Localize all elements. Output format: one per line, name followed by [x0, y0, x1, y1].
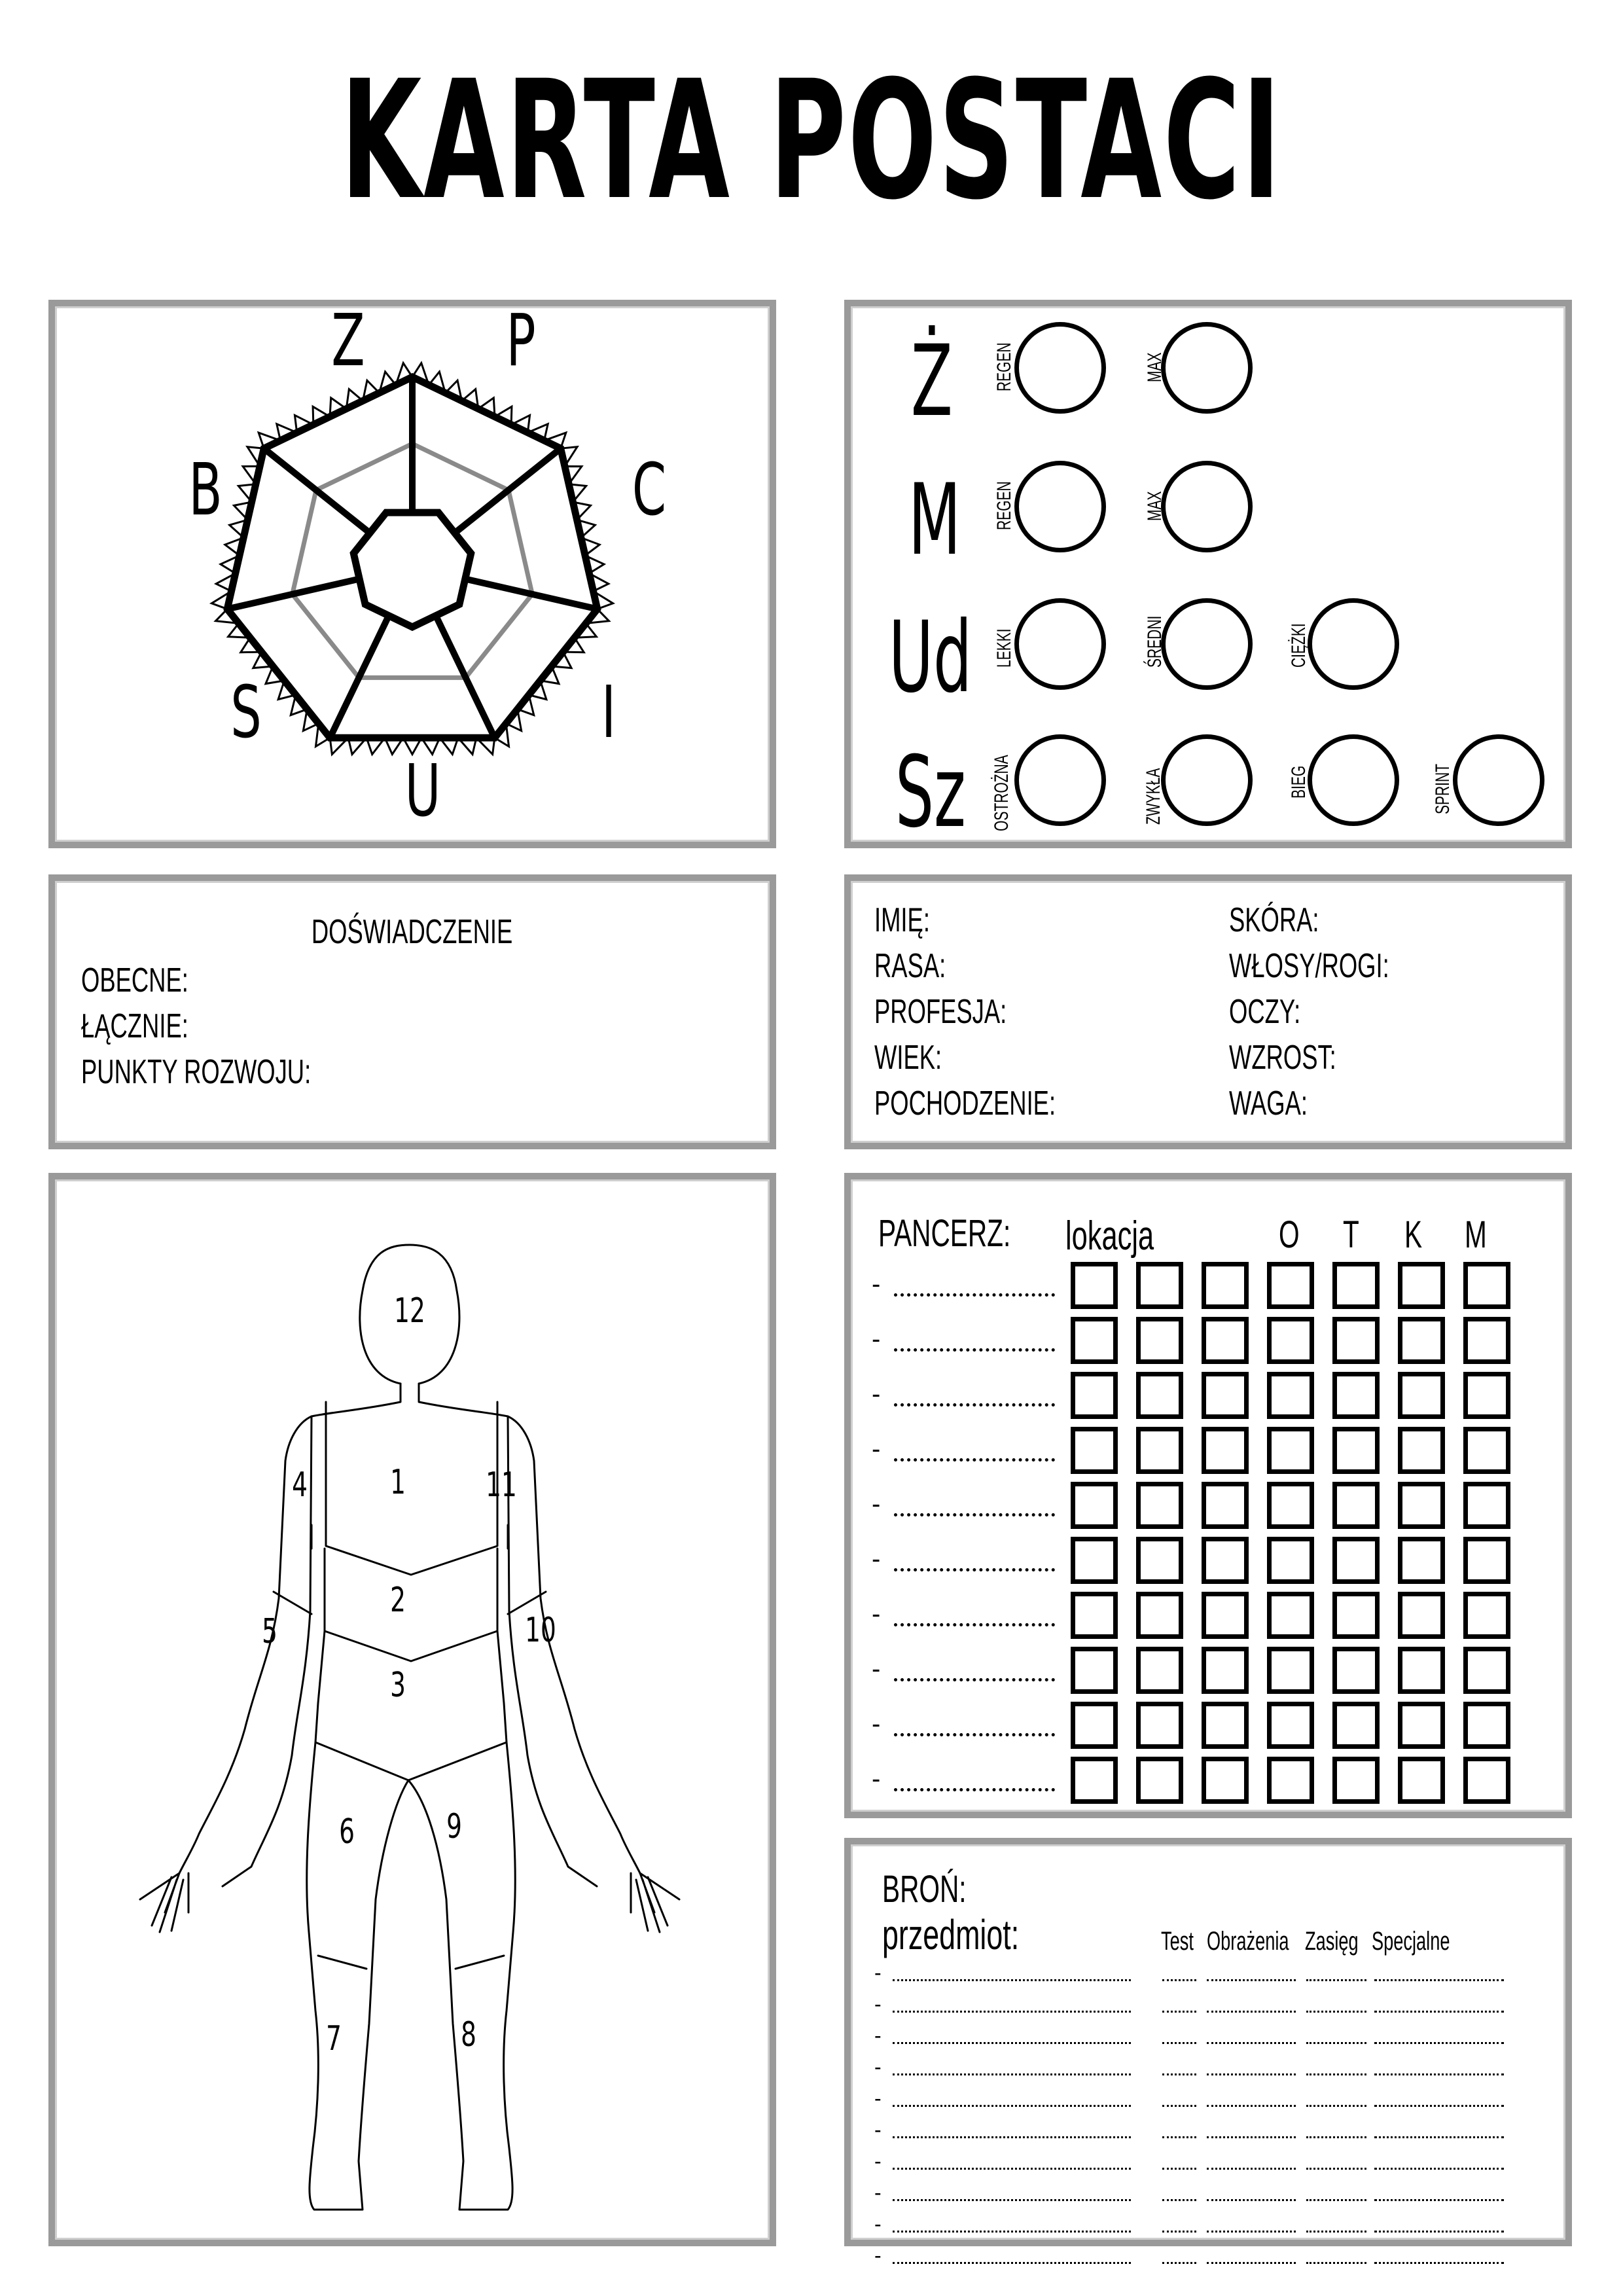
armor-checkbox[interactable] — [1202, 1647, 1249, 1694]
armor-checkbox[interactable] — [1463, 1262, 1510, 1309]
stat-load-medium-label: ŚREDNI — [1144, 615, 1166, 668]
armor-item-line[interactable] — [894, 1403, 1055, 1407]
char-race-label: RASA: — [874, 947, 946, 985]
armor-checkbox[interactable] — [1267, 1537, 1314, 1584]
weapon-stat-line[interactable] — [1162, 2231, 1196, 2233]
stat-mana-max-label: MAX — [1144, 491, 1166, 521]
armor-item-line[interactable] — [894, 1568, 1055, 1571]
armor-checkbox[interactable] — [1136, 1757, 1183, 1804]
stat-load-medium-circle[interactable] — [1161, 598, 1253, 690]
stat-load-heavy-label: CIĘŻKI — [1288, 623, 1310, 668]
stat-speed-letter: Sz — [895, 736, 966, 850]
weapon-row-dash: - — [874, 1992, 882, 2016]
armor-checkbox[interactable] — [1071, 1317, 1118, 1364]
weapon-item-line[interactable] — [893, 2168, 1131, 2170]
weapon-row-dash: - — [874, 2212, 882, 2236]
attribute-label-b: B — [188, 448, 223, 532]
weapon-stat-line[interactable] — [1162, 2136, 1196, 2138]
weapon-stat-line[interactable] — [1162, 2105, 1196, 2107]
weapon-stat-line[interactable] — [1306, 2231, 1366, 2233]
armor-checkbox[interactable] — [1398, 1757, 1445, 1804]
stat-life-letter: Ż — [911, 325, 953, 439]
armor-location-header: lokacja — [1065, 1213, 1154, 1259]
weapon-stat-line[interactable] — [1374, 2105, 1504, 2107]
weapon-item-line[interactable] — [893, 2042, 1131, 2044]
weapon-stat-line[interactable] — [1374, 2199, 1504, 2201]
armor-col-m: M — [1465, 1213, 1487, 1256]
weapon-stat-line[interactable] — [1162, 2073, 1196, 2075]
weapon-stat-line[interactable] — [1207, 2168, 1296, 2170]
stat-speed-normal-label: ZWYKŁA — [1143, 768, 1164, 825]
weapon-stat-line[interactable] — [1162, 2042, 1196, 2044]
body-location-8: 8 — [461, 2014, 476, 2054]
stat-load-heavy-circle[interactable] — [1308, 598, 1399, 690]
stat-speed-careful-circle[interactable] — [1014, 734, 1106, 826]
armor-checkbox[interactable] — [1136, 1592, 1183, 1639]
armor-checkbox[interactable] — [1267, 1482, 1314, 1529]
weapon-stat-line[interactable] — [1374, 2231, 1504, 2233]
char-profession-label: PROFESJA: — [874, 993, 1007, 1031]
weapon-stat-line[interactable] — [1306, 2199, 1366, 2201]
stat-speed-run-circle[interactable] — [1308, 734, 1399, 826]
stat-speed-sprint-label: SPRINT — [1432, 763, 1454, 814]
armor-checkbox[interactable] — [1136, 1262, 1183, 1309]
armor-checkbox[interactable] — [1332, 1262, 1380, 1309]
armor-checkbox[interactable] — [1267, 1647, 1314, 1694]
armor-checkbox[interactable] — [1398, 1482, 1445, 1529]
weapon-stat-line[interactable] — [1162, 2262, 1196, 2264]
weapon-row-dash: - — [874, 2024, 882, 2047]
stat-speed-sprint-circle[interactable] — [1453, 734, 1544, 826]
weapon-stat-line[interactable] — [1374, 2011, 1504, 2013]
armor-checkbox[interactable] — [1398, 1592, 1445, 1639]
char-weight-label: WAGA: — [1229, 1085, 1308, 1122]
armor-checkbox[interactable] — [1463, 1372, 1510, 1419]
armor-checkbox[interactable] — [1267, 1427, 1314, 1474]
armor-checkbox[interactable] — [1136, 1427, 1183, 1474]
weapon-stat-line[interactable] — [1207, 2262, 1296, 2264]
stat-mana-regen-circle[interactable] — [1014, 461, 1106, 552]
weapon-stat-line[interactable] — [1162, 2199, 1196, 2201]
weapon-stat-line[interactable] — [1306, 2073, 1366, 2075]
armor-row-dash: - — [872, 1325, 881, 1354]
armor-checkbox[interactable] — [1398, 1372, 1445, 1419]
armor-checkbox[interactable] — [1463, 1317, 1510, 1364]
armor-checkbox[interactable] — [1071, 1427, 1118, 1474]
char-eyes-label: OCZY: — [1229, 993, 1301, 1031]
stat-load-light-label: LEKKI — [993, 628, 1015, 668]
stat-speed-run-label: BIEG — [1288, 765, 1310, 798]
armor-checkbox[interactable] — [1398, 1262, 1445, 1309]
armor-row-dash: - — [872, 1655, 881, 1683]
weapon-stat-line[interactable] — [1162, 1979, 1196, 1981]
weapon-stat-line[interactable] — [1162, 2168, 1196, 2170]
char-origin-label: POCHODZENIE: — [874, 1085, 1056, 1122]
armor-row-dash: - — [872, 1490, 881, 1518]
body-location-9: 9 — [446, 1806, 462, 1846]
page-title: KARTA POSTACI — [340, 45, 1283, 236]
armor-col-k: K — [1404, 1213, 1423, 1256]
armor-checkbox[interactable] — [1202, 1757, 1249, 1804]
armor-checkbox[interactable] — [1332, 1427, 1380, 1474]
armor-item-line[interactable] — [894, 1678, 1055, 1681]
armor-checkbox[interactable] — [1071, 1262, 1118, 1309]
armor-item-line[interactable] — [894, 1293, 1055, 1297]
weapons-col-range: Zasięg — [1305, 1927, 1359, 1956]
body-location-6: 6 — [339, 1811, 355, 1852]
char-name-label: IMIĘ: — [874, 901, 930, 939]
armor-checkbox[interactable] — [1398, 1537, 1445, 1584]
weapons-col-test: Test — [1161, 1927, 1194, 1956]
stat-mana-max-circle[interactable] — [1161, 461, 1253, 552]
armor-checkbox[interactable] — [1071, 1372, 1118, 1419]
armor-checkbox[interactable] — [1267, 1592, 1314, 1639]
stat-load-letter: Ud — [889, 601, 972, 715]
armor-checkbox[interactable] — [1463, 1702, 1510, 1749]
armor-checkbox[interactable] — [1136, 1482, 1183, 1529]
weapon-row-dash: - — [874, 2149, 882, 2173]
weapon-stat-line[interactable] — [1306, 2105, 1366, 2107]
char-hair-label: WŁOSY/ROGI: — [1229, 947, 1389, 985]
weapon-stat-line[interactable] — [1207, 1979, 1296, 1981]
attribute-label-i: I — [601, 671, 616, 755]
weapons-col-damage: Obrażenia — [1207, 1927, 1289, 1956]
armor-checkbox[interactable] — [1136, 1537, 1183, 1584]
armor-checkbox[interactable] — [1267, 1262, 1314, 1309]
armor-checkbox[interactable] — [1202, 1537, 1249, 1584]
armor-row-dash: - — [872, 1380, 881, 1408]
weapon-stat-line[interactable] — [1306, 1979, 1366, 1981]
weapon-row-dash: - — [874, 2181, 882, 2204]
body-location-1: 1 — [390, 1462, 406, 1502]
weapon-item-line[interactable] — [893, 2231, 1131, 2233]
weapon-row-dash: - — [874, 2244, 882, 2267]
weapon-row-dash: - — [874, 2087, 882, 2110]
weapon-row-dash: - — [874, 1961, 882, 1984]
body-panel — [48, 1173, 776, 2246]
armor-checkbox[interactable] — [1463, 1537, 1510, 1584]
armor-checkbox[interactable] — [1202, 1427, 1249, 1474]
armor-row-dash: - — [872, 1545, 881, 1573]
experience-heading: DOŚWIADCZENIE — [312, 913, 513, 951]
armor-item-line[interactable] — [894, 1348, 1055, 1352]
armor-item-line[interactable] — [894, 1458, 1055, 1462]
weapons-panel — [844, 1838, 1572, 2267]
armor-item-line[interactable] — [894, 1733, 1055, 1736]
armor-checkbox[interactable] — [1332, 1372, 1380, 1419]
armor-checkbox[interactable] — [1463, 1647, 1510, 1694]
weapon-item-line[interactable] — [893, 2011, 1131, 2013]
armor-checkbox[interactable] — [1332, 1592, 1380, 1639]
body-location-2: 2 — [390, 1579, 406, 1620]
experience-panel — [48, 874, 776, 1149]
weapon-stat-line[interactable] — [1162, 2011, 1196, 2013]
armor-checkbox[interactable] — [1202, 1372, 1249, 1419]
weapon-stat-line[interactable] — [1374, 2042, 1504, 2044]
weapon-stat-line[interactable] — [1207, 2042, 1296, 2044]
armor-checkbox[interactable] — [1071, 1592, 1118, 1639]
weapon-row-dash: - — [874, 2055, 882, 2079]
armor-checkbox[interactable] — [1202, 1702, 1249, 1749]
armor-row-dash: - — [872, 1765, 881, 1793]
armor-checkbox[interactable] — [1463, 1592, 1510, 1639]
armor-checkbox[interactable] — [1071, 1702, 1118, 1749]
armor-checkbox[interactable] — [1071, 1482, 1118, 1529]
weapon-stat-line[interactable] — [1374, 1979, 1504, 1981]
attribute-label-p: P — [506, 306, 536, 383]
armor-row-dash: - — [872, 1270, 881, 1299]
body-location-10: 10 — [525, 1609, 556, 1650]
weapons-item-header: przedmiot: — [882, 1911, 1020, 1958]
armor-checkbox[interactable] — [1463, 1757, 1510, 1804]
armor-checkbox[interactable] — [1136, 1372, 1183, 1419]
char-height-label: WZROST: — [1229, 1039, 1336, 1077]
armor-checkbox[interactable] — [1267, 1317, 1314, 1364]
armor-checkbox[interactable] — [1071, 1757, 1118, 1804]
attribute-label-c: C — [632, 448, 667, 532]
weapon-stat-line[interactable] — [1306, 2262, 1366, 2264]
body-location-4: 4 — [292, 1464, 308, 1505]
weapons-label: BROŃ: — [882, 1868, 967, 1910]
armor-col-t: T — [1343, 1213, 1359, 1256]
weapon-stat-line[interactable] — [1207, 2011, 1296, 2013]
weapon-item-line[interactable] — [893, 2199, 1131, 2201]
armor-checkbox[interactable] — [1267, 1702, 1314, 1749]
attribute-label-z: Z — [331, 306, 365, 383]
weapon-stat-line[interactable] — [1207, 2136, 1296, 2138]
armor-item-line[interactable] — [894, 1788, 1055, 1791]
stat-life-regen-label: REGEN — [993, 342, 1015, 391]
weapon-stat-line[interactable] — [1374, 2168, 1504, 2170]
stat-mana-letter: M — [908, 463, 961, 577]
attribute-label-s: S — [230, 671, 262, 755]
attributes-panel — [48, 300, 776, 848]
experience-points-label: PUNKTY ROZWOJU: — [81, 1053, 312, 1091]
armor-checkbox[interactable] — [1136, 1317, 1183, 1364]
armor-col-o: O — [1279, 1213, 1300, 1256]
stat-life-max-circle[interactable] — [1161, 322, 1253, 414]
armor-checkbox[interactable] — [1136, 1702, 1183, 1749]
armor-checkbox[interactable] — [1267, 1757, 1314, 1804]
armor-panel — [844, 1173, 1572, 1818]
weapon-row-dash: - — [874, 2118, 882, 2142]
stat-speed-normal-circle[interactable] — [1161, 734, 1253, 826]
armor-checkbox[interactable] — [1202, 1317, 1249, 1364]
weapon-item-line[interactable] — [893, 2105, 1131, 2107]
weapon-stat-line[interactable] — [1207, 2231, 1296, 2233]
armor-checkbox[interactable] — [1267, 1372, 1314, 1419]
weapon-stat-line[interactable] — [1374, 2073, 1504, 2075]
armor-row-dash: - — [872, 1435, 881, 1463]
armor-checkbox[interactable] — [1398, 1702, 1445, 1749]
char-skin-label: SKÓRA: — [1229, 901, 1319, 939]
armor-checkbox[interactable] — [1136, 1647, 1183, 1694]
armor-item-line[interactable] — [894, 1623, 1055, 1626]
armor-checkbox[interactable] — [1071, 1537, 1118, 1584]
body-location-11: 11 — [486, 1464, 517, 1505]
attribute-heptagon — [55, 306, 770, 842]
body-silhouette — [55, 1179, 770, 2240]
weapon-stat-line[interactable] — [1374, 2262, 1504, 2264]
armor-checkbox[interactable] — [1071, 1647, 1118, 1694]
experience-current-label: OBECNE: — [81, 961, 188, 999]
weapon-stat-line[interactable] — [1306, 2011, 1366, 2013]
char-age-label: WIEK: — [874, 1039, 942, 1077]
armor-item-line[interactable] — [894, 1513, 1055, 1516]
attribute-label-u: U — [404, 749, 441, 833]
armor-checkbox[interactable] — [1202, 1262, 1249, 1309]
armor-checkbox[interactable] — [1398, 1647, 1445, 1694]
weapon-stat-line[interactable] — [1207, 2073, 1296, 2075]
stat-speed-careful-label: OSTROŻNA — [991, 755, 1012, 831]
armor-row-dash: - — [872, 1600, 881, 1628]
weapon-stat-line[interactable] — [1306, 2136, 1366, 2138]
stat-load-light-circle[interactable] — [1014, 598, 1106, 690]
armor-checkbox[interactable] — [1332, 1317, 1380, 1364]
weapon-stat-line[interactable] — [1207, 2105, 1296, 2107]
stat-mana-regen-label: REGEN — [993, 481, 1015, 530]
armor-row-dash: - — [872, 1710, 881, 1738]
body-location-7: 7 — [326, 2018, 342, 2058]
armor-checkbox[interactable] — [1398, 1427, 1445, 1474]
armor-checkbox[interactable] — [1398, 1317, 1445, 1364]
weapon-item-line[interactable] — [893, 2262, 1131, 2264]
body-location-3: 3 — [390, 1664, 406, 1705]
armor-checkbox[interactable] — [1332, 1702, 1380, 1749]
armor-checkbox[interactable] — [1202, 1482, 1249, 1529]
character-panel — [844, 874, 1572, 1149]
armor-checkbox[interactable] — [1202, 1592, 1249, 1639]
stat-life-max-label: MAX — [1144, 352, 1166, 382]
weapon-stat-line[interactable] — [1374, 2136, 1504, 2138]
weapon-stat-line[interactable] — [1306, 2042, 1366, 2044]
weapon-item-line[interactable] — [893, 2136, 1131, 2138]
armor-checkbox[interactable] — [1332, 1647, 1380, 1694]
body-location-12: 12 — [394, 1290, 425, 1331]
armor-checkbox[interactable] — [1463, 1482, 1510, 1529]
weapon-item-line[interactable] — [893, 1979, 1131, 1981]
weapon-stat-line[interactable] — [1207, 2199, 1296, 2201]
stats-panel — [844, 300, 1572, 848]
stat-life-regen-circle[interactable] — [1014, 322, 1106, 414]
armor-checkbox[interactable] — [1332, 1482, 1380, 1529]
body-location-5: 5 — [262, 1611, 277, 1651]
weapon-stat-line[interactable] — [1306, 2168, 1366, 2170]
weapon-item-line[interactable] — [893, 2073, 1131, 2075]
experience-total-label: ŁĄCZNIE: — [81, 1007, 188, 1045]
weapons-col-special: Specjalne — [1372, 1927, 1450, 1956]
armor-checkbox[interactable] — [1332, 1537, 1380, 1584]
armor-checkbox[interactable] — [1332, 1757, 1380, 1804]
armor-checkbox[interactable] — [1463, 1427, 1510, 1474]
armor-label: PANCERZ: — [878, 1212, 1011, 1255]
